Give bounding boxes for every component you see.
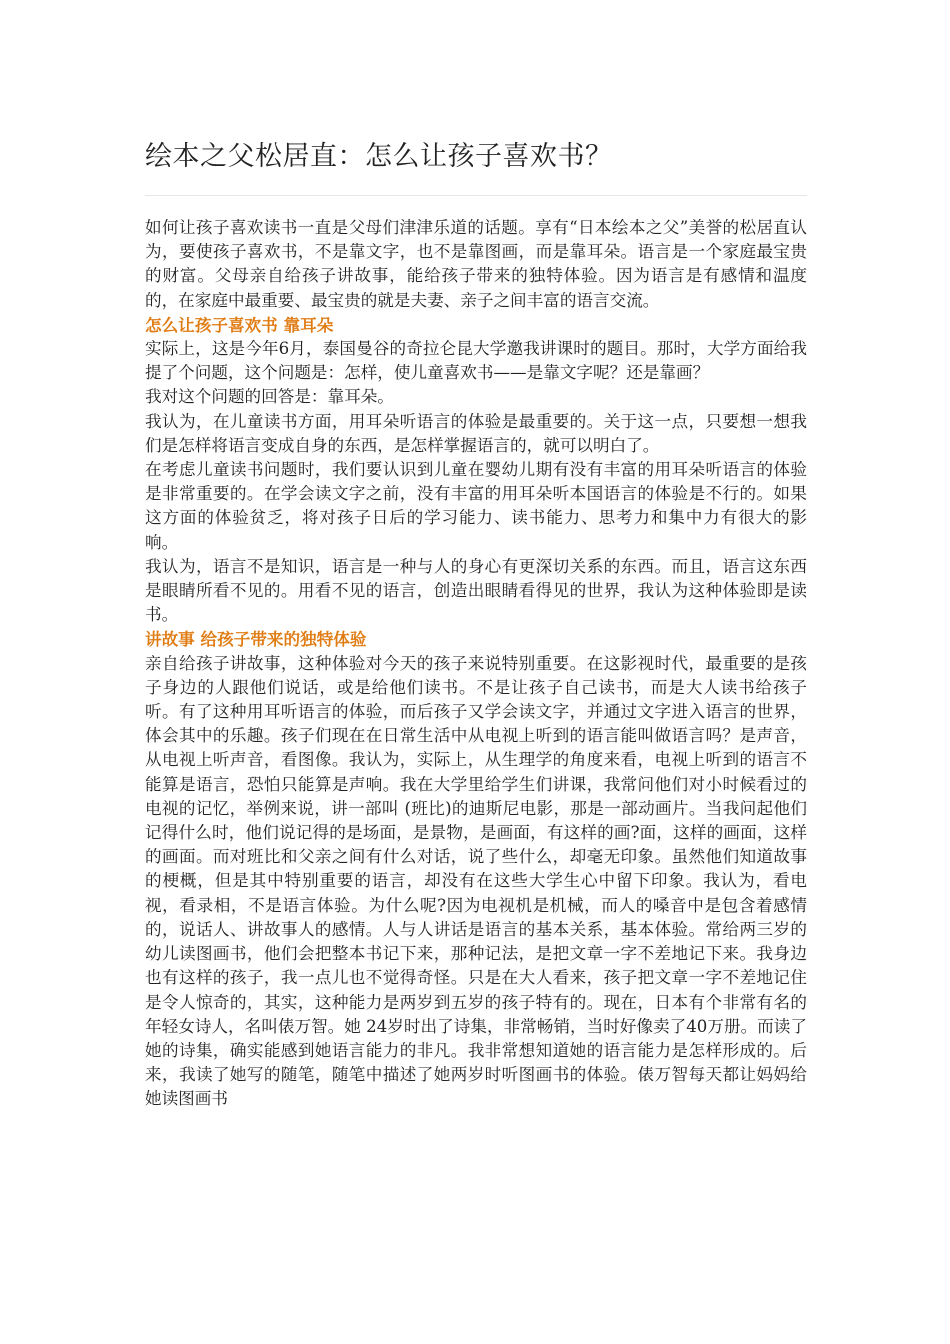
article-body	[145, 216, 807, 1112]
paragraph: 亲自给孩子讲故事，这种体验对今天的孩子来说特别重要。在这影视时代，最重要的是孩子身边的人跟他们说话，或是给他们读书。不是让孩子自己读书，而是大人读书给孩子听。有了这种用耳听语言的体验，而后孩子又学会读文字，并通过文字进入语言的世界，体会其中的乐趣。孩子们现在在日常生活中从电视上听到的语言能叫做语言吗？是声音，从电视上听声音，看图像。我认为，实际上，从生理学的角度来看，电视上听到的语言不能算是语言，恐怕只能算是声响。我在大学里给学生们讲课，我常问他们对小时候看过的电视的记忆，举例来说，讲一部叫 (班比)的迪斯尼电影，那是一部动画片。当我问起他们记得什么时，他们说记得的是场面，是景物，是画面，有这样的画?面，这样的画面，这样的画面。而对班比和父亲之间有什么对话，说了些什么，却毫无印象。虽然他们知道故事的梗概，但是其中特别重要的语言，却没有在这些大学生心中留下印象。我认为，看电视，看录相，不是语言体验。为什么呢?因为电视机是机械，而人的嗓音中是包含着感情的，说话人、讲故事人的感情。人与人讲话是语言的基本关系，基本体验。常给两三岁的幼儿读图画书，他们会把整本书记下来，那种记法，是把文章一字不差地记下来。我身边也有这样的孩子，我一点儿也不觉得奇怪。只是在大人看来，孩子把文章一字不差地记住是令人惊奇的，其实，这种能力是两岁到五岁的孩子特有的。现在，日本有个非常有名的年轻女诗人，名叫俵万智。她 24岁时出了诗集，非常畅销，当时好像卖了40万册。而读了她的诗集，确实能感到她语言能力的非凡。我非常想知道她的语言能力是怎样形成的。后来，我读了她写的随笔，随笔中描述了她两岁时听图画书的体验。俵万智每天都让妈妈给她读图画书	[145, 653, 807, 1109]
article-title: 绘本之父松居直：怎么让孩子喜欢书？	[145, 141, 613, 172]
paragraph: 我认为，在儿童读书方面，用耳朵听语言的体验是最重要的。关于这一点，只要想一想我们是怎样将语言变成自身的东西，是怎样掌握语言的，就可以明白了。	[145, 411, 807, 455]
paragraph: 我对这个问题的回答是：靠耳朵。	[145, 387, 394, 407]
article	[145, 125, 807, 1112]
paragraph: 我认为，语言不是知识，语言是一种与人的身心有更深切关系的东西。而且，语言这东西是眼睛所看不见的。用看不见的语言，创造出眼睛看得见的世界，我认为这种体验即是读书。	[145, 556, 807, 625]
paragraph: 在考虑儿童读书问题时，我们要认识到儿童在婴幼儿期有没有丰富的用耳朵听语言的体验是非常重要的。在学会读文字之前，没有丰富的用耳朵听本国语言的体验是不行的。如果这方面的体验贫乏，将对孩子日后的学习能力、读书能力、思考力和集中力有很大的影响。	[145, 460, 807, 552]
section-heading: 怎么让孩子喜欢书 靠耳朵	[145, 314, 334, 335]
paragraph: 如何让孩子喜欢读书一直是父母们津津乐道的话题。享有“日本绘本之父”美誉的松居直认为，要使孩子喜欢书，不是靠文字，也不是靠图画，而是靠耳朵。语言是一个家庭最宝贵的财富。父母亲自给孩子讲故事，能给孩子带来的独特体验。因为语言是有感情和温度的，在家庭中最重要、最宝贵的就是夫妻、亲子之间丰富的语言交流。	[145, 218, 807, 310]
paragraph: 实际上，这是今年6月，泰国曼谷的奇拉仑昆大学邀我讲课时的题目。那时，大学方面给我提了个问题，这个问题是：怎样，使儿童喜欢书——是靠文字呢？还是靠画？	[145, 339, 807, 383]
section-heading: 讲故事 给孩子带来的独特体验	[145, 629, 367, 650]
title-divider	[145, 195, 807, 196]
